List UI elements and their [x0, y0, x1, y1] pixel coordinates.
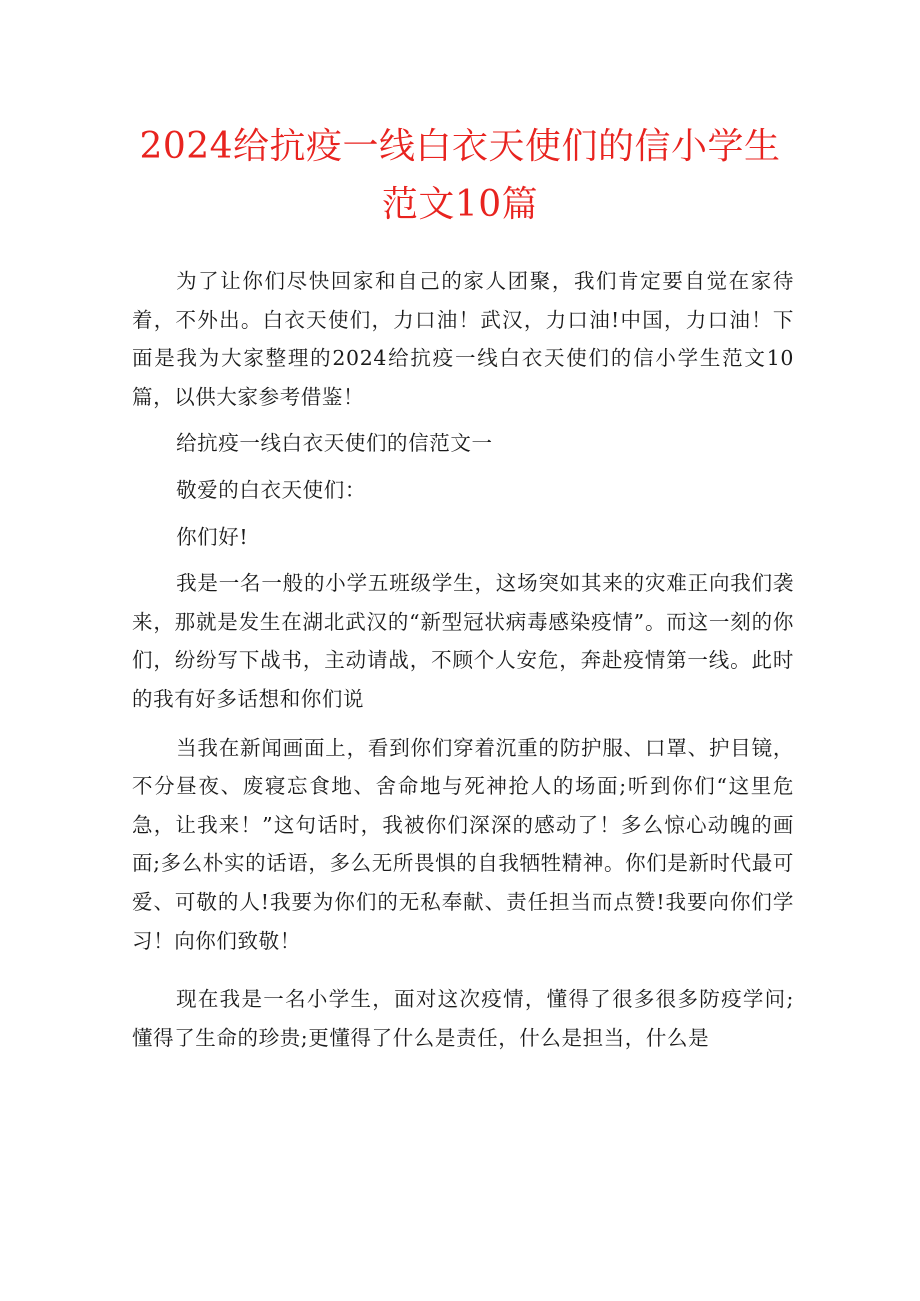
document-title	[100, 118, 820, 234]
paragraph-greeting: 你们好!	[176, 524, 249, 549]
paragraph-section-heading: 给抗疫一线白衣天使们的信范文一	[176, 431, 493, 456]
title-line-2: 范文10篇	[381, 184, 539, 225]
document-body	[132, 262, 794, 1057]
paragraph-body-3: 现在我是一名小学生，面对这次疫情，懂得了很多很多防疫学问;懂得了生命的珍贵;更懂得了什么是责任，什么是担当，什么是	[132, 987, 794, 1050]
paragraph-salutation: 敬爱的白衣天使们：	[176, 477, 366, 502]
title-line-1: 2024给抗疫一线白衣天使们的信小学生	[139, 126, 781, 167]
paragraph-intro: 为了让你们尽快回家和自己的家人团聚，我们肯定要自觉在家待着，不外出。白衣天使们，力口油！武汉，力口油!中国，力口油！下面是我为大家整理的2024给抗疫一线白衣天使们的信小学生范文10篇，以供大家参考借鉴！	[132, 269, 794, 409]
paragraph-body-2: 当我在新闻画面上，看到你们穿着沉重的防护服、口罩、护目镜，不分昼夜、废寝忘食地、舍命地与死神抢人的场面;听到你们“这里危急，让我来！”这句话时，我被你们深深的感动了！多么惊心动魄的画面;多么朴实的话语，多么无所畏惧的自我牺牲精神。你们是新时代最可爱、可敬的人!我要为你们的无私奉献、责任担当而点赞!我要向你们学习！向你们致敬！	[132, 735, 794, 953]
paragraph-body-1: 我是一名一般的小学五班级学生，这场突如其来的灾难正向我们袭来，那就是发生在湖北武汉的“新型冠状病毒感染疫情”。而这一刻的你们，纷纷写下战书，主动请战，不顾个人安危，奔赴疫情第一线。此时的我有好多话想和你们说	[132, 571, 794, 711]
